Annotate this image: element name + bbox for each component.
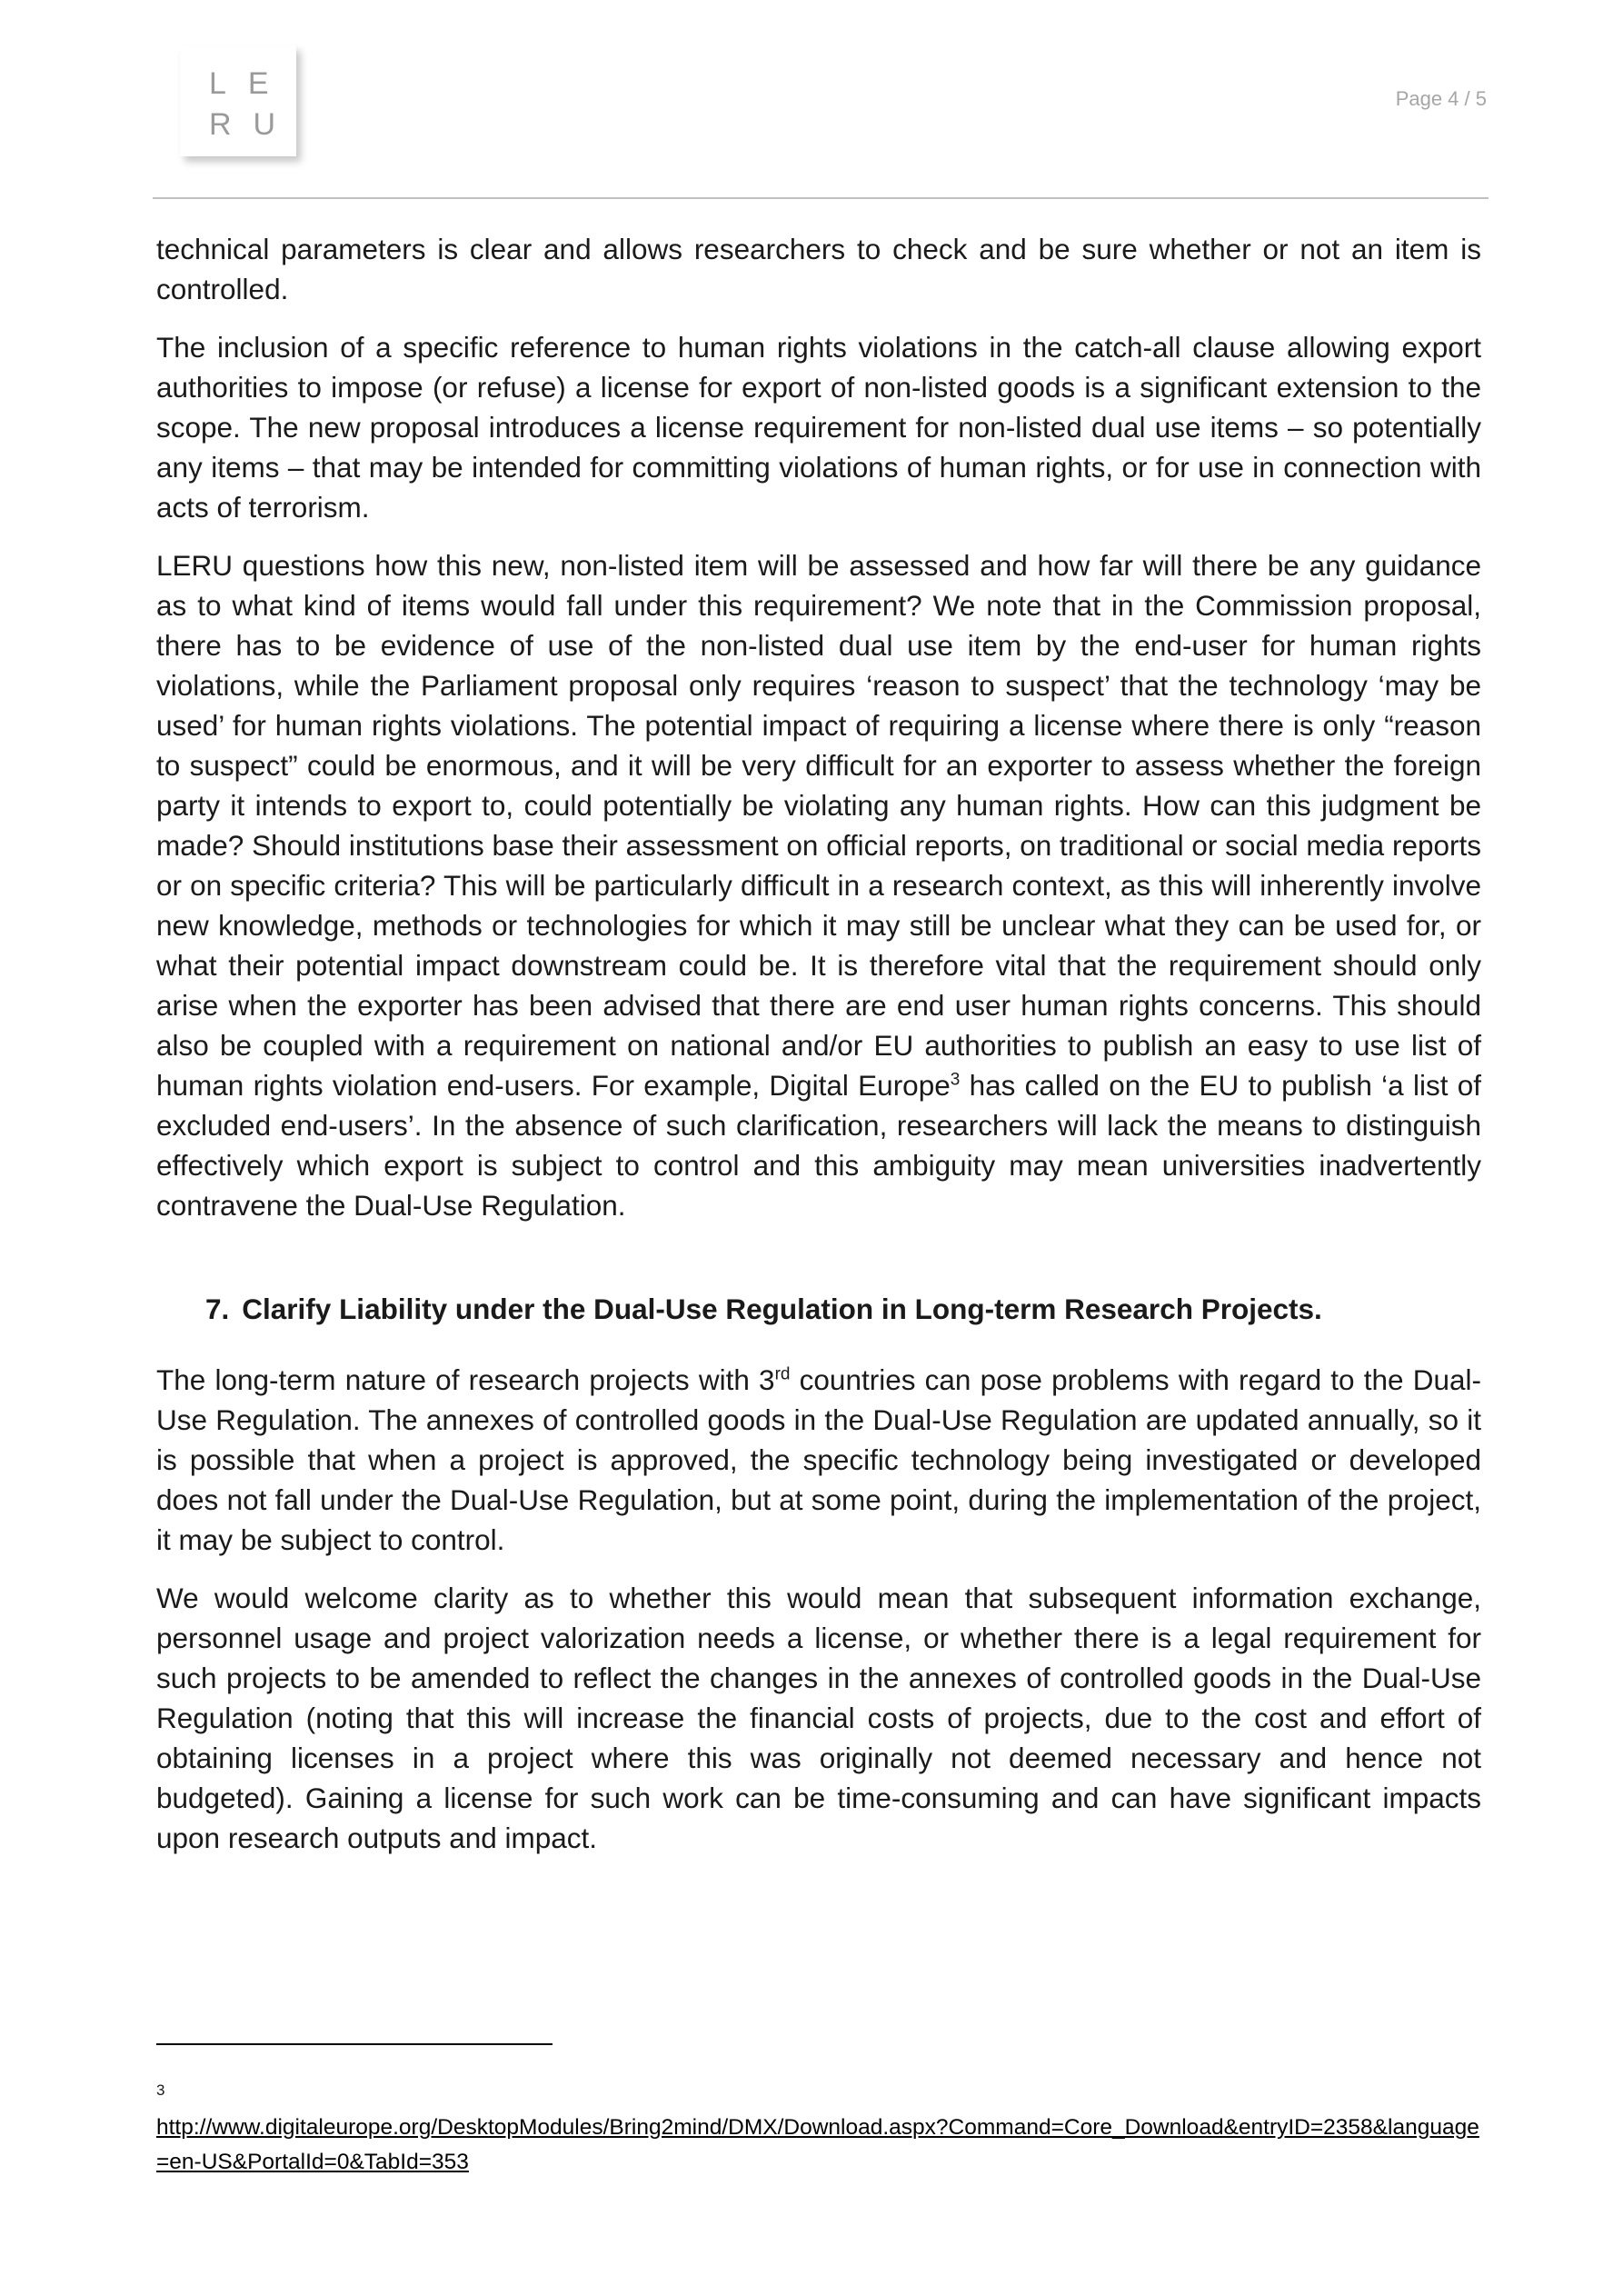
paragraph-leru-questions [156, 545, 1481, 1225]
leru-logo [180, 45, 296, 156]
section-number: 7. [205, 1293, 230, 1325]
logo-text-row1: LE [209, 66, 291, 101]
footnote-link[interactable]: http://www.digitaleurope.org/DesktopModules/Bring2mind/DMX/Download.aspx?Command=Core_Download&entryID=2358&language=en-US&PortalId=0&TabId=353 [156, 2115, 1479, 2174]
paragraph-long-term [156, 1360, 1481, 1560]
footnote-number: 3 [156, 2081, 165, 2099]
footnote-divider [156, 2043, 553, 2045]
section-heading [156, 1289, 1481, 1329]
paragraph-text: countries can pose problems with regard to the Dual-Use Regulation. The annexes of controlled goods in the Dual-Use Regulation are updated annually, so it is possible that when a project is approved, the specific technology being investigated or developed does not fall under the Dual-Use Regulation, but at some point, during the implementation of the project, it may be subject to control. [156, 1363, 1481, 1556]
paragraph-continued: technical parameters is clear and allows researchers to check and be sure whether or not an item is controlled. [156, 233, 1481, 305]
paragraph-clarity: We would welcome clarity as to whether this would mean that subsequent information exchange, personnel usage and project valorization needs a license, or whether there is a legal requirement for such projects to be amended to reflect the changes in the annexes of controlled goods in the Dual-Use Regulation (noting that this will increase the financial costs of projects, due to the cost and effort of obtaining licenses in a project where this was originally not deemed necessary and hence not budgeted). Gaining a license for such work can be time-consuming and can have significant impacts upon research outputs and impact. [156, 1582, 1481, 1854]
paragraph-text: The long-term nature of research projects with 3 [156, 1363, 775, 1396]
page-number: Page 4 / 5 [1395, 87, 1487, 110]
document-body [156, 229, 1481, 1876]
section-title: Clarify Liability under the Dual-Use Regulation in Long-term Research Projects. [242, 1293, 1322, 1325]
paragraph-text: LERU questions how this new, non-listed item will be assessed and how far will there be any guidance as to what kind of items would fall under this requirement? We note that in the Commission proposal, there has to be evidence of use of the non-listed dual use item by the end-user for human rights violations, while the Parliament proposal only requires ‘reason to suspect’ that the technology ‘may be used’ for human rights violations. The potential impact of requiring a license where there is only “reason to suspect” could be enormous, and it will be very difficult for an exporter to assess whether the foreign party it intends to export to, could potentially be violating any human rights. How can this judgment be made? Should institutions base their assessment on official reports, on traditional or social media reports or on specific criteria? This will be particularly difficult in a research context, as this will inherently involve new knowledge, methods or technologies for which it may still be unclear what they can be used for, or what their potential impact downstream could be. It is therefore vital that the requirement should only arise when the exporter has been advised that there are end user human rights concerns. This should also be coupled with a requirement on national and/or EU authorities to publish an easy to use list of human rights violation end-users. For example, Digital Europe [156, 549, 1481, 1102]
paragraph-catch-all: The inclusion of a specific reference to human rights violations in the catch-all clause allowing export authorities to impose (or refuse) a license for export of non-listed goods is a significant extension to the scope. The new proposal introduces a license requirement for non-listed dual use items – so potentially any items – that may be intended for committing violations of human rights, or for use in connection with acts of terrorism. [156, 331, 1481, 524]
header-divider [153, 197, 1489, 199]
footnote-reference[interactable]: 3 [950, 1070, 961, 1090]
logo-text-row2: RU [209, 107, 298, 142]
ordinal-suffix: rd [774, 1364, 791, 1384]
paragraph-text: has called on the EU to publish ‘a list of excluded end-users’. In the absence of such clarification, researchers will lack the means to distinguish effectively which export is subject to control and this ambiguity may mean universities inadvertently contravene the Dual-Use Regulation. [156, 1069, 1481, 1222]
